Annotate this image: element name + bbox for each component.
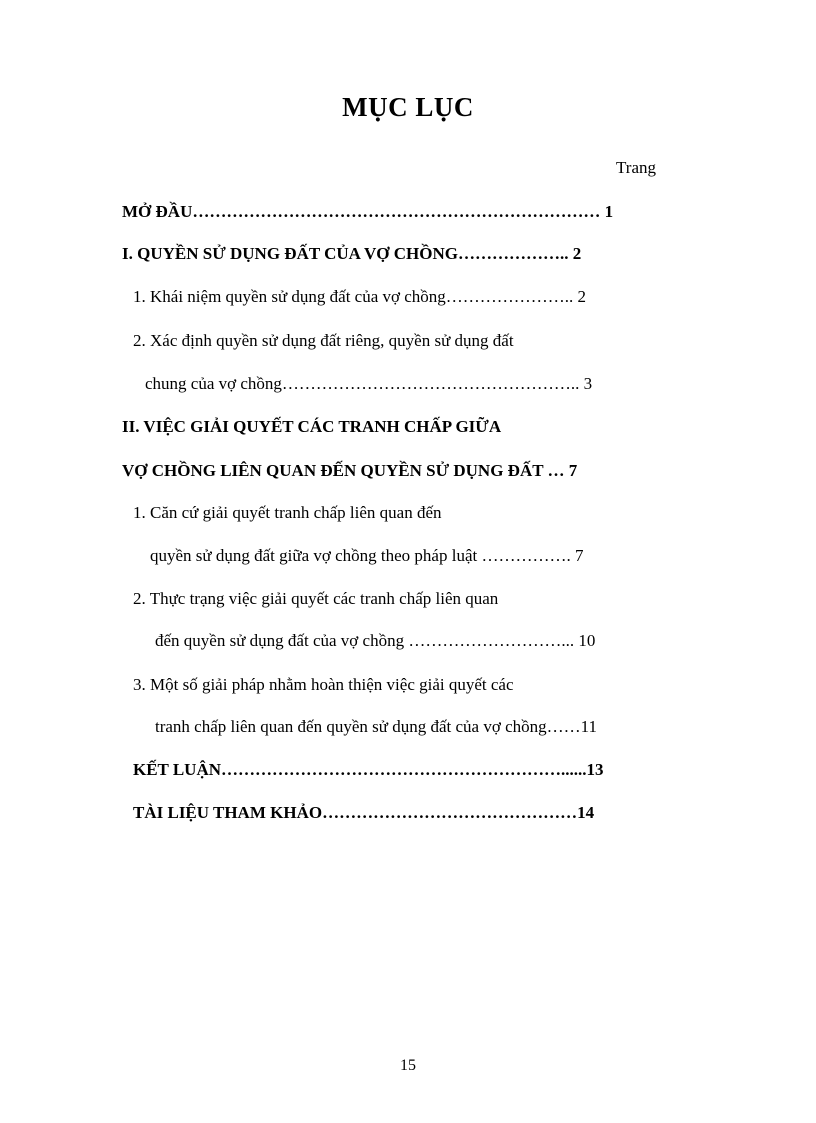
toc-entry-2-2: 2. Thực trạng việc giải quyết các tranh chấp liên quan (133, 589, 499, 608)
toc-entry-2-2-continuation: đến quyền sử dụng đất của vợ chồng ………………………... 10 (155, 631, 596, 650)
toc-entry-introduction: MỞ ĐẦU……………………………………………………………… 1 (122, 202, 614, 221)
toc-entry-1-2-continuation: chung của vợ chồng…………………………………………….. 3 (145, 374, 593, 393)
toc-entry-2-1-continuation: quyền sử dụng đất giữa vợ chồng theo pháp luật ……………. 7 (150, 546, 584, 565)
toc-entry-1-2: 2. Xác định quyền sử dụng đất riêng, quyền sử dụng đất (133, 331, 514, 350)
page-title: MỤC LỤC (342, 92, 474, 122)
toc-entry-conclusion: KẾT LUẬN……………………………………………………......13 (133, 760, 604, 779)
toc-entry-references: TÀI LIỆU THAM KHẢO………………………………………14 (133, 803, 595, 822)
toc-entry-2-1: 1. Căn cứ giải quyết tranh chấp liên quan đến (133, 503, 442, 522)
toc-entry-section-2: II. VIỆC GIẢI QUYẾT CÁC TRANH CHẤP GIỮA (122, 417, 502, 436)
page-number: 15 (400, 1057, 416, 1074)
toc-entry-2-3: 3. Một số giải pháp nhằm hoàn thiện việc giải quyết các (133, 675, 514, 694)
toc-entry-section-2-continuation: VỢ CHỒNG LIÊN QUAN ĐẾN QUYỀN SỬ DỤNG ĐẤT … 7 (122, 461, 578, 480)
toc-entry-section-1: I. QUYỀN SỬ DỤNG ĐẤT CỦA VỢ CHỒNG……………….. 2 (122, 244, 582, 263)
toc-entry-2-3-continuation: tranh chấp liên quan đến quyền sử dụng đất của vợ chồng……11 (155, 717, 597, 736)
page-column-label: Trang (616, 158, 656, 177)
toc-entry-1-1: 1. Khái niệm quyền sử dụng đất của vợ chồng………………….. 2 (133, 287, 587, 306)
